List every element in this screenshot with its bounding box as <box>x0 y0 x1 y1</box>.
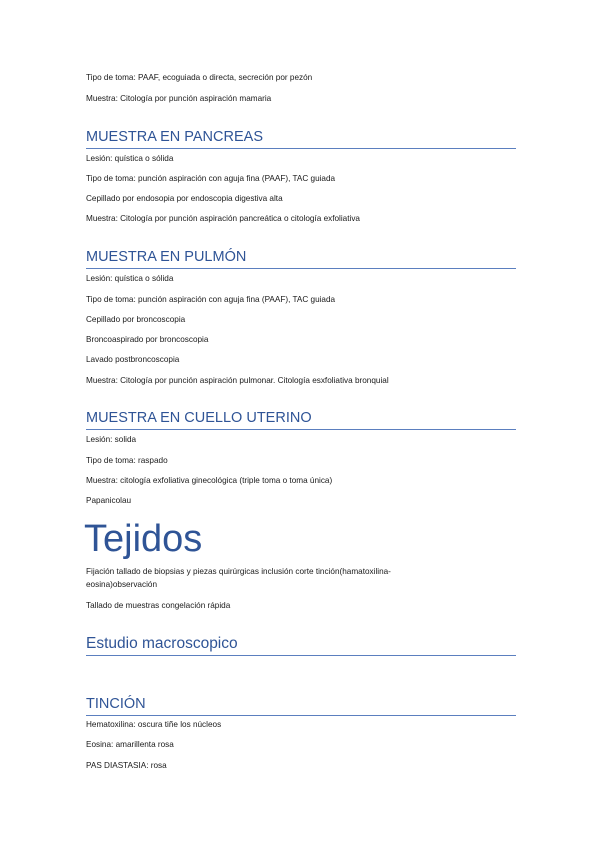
pulmon-line: Tipo de toma: punción aspiración con aguja fina (PAAF), TAC guiada <box>86 295 336 304</box>
tincion-line: PAS DIASTASIA: rosa <box>86 761 167 770</box>
pulmon-line: Lavado postbroncoscopia <box>86 355 180 364</box>
cuello-line: Lesión: solida <box>86 435 137 444</box>
intro-line: Tipo de toma: PAAF, ecoguiada o directa, secreción por pezón <box>86 73 313 82</box>
pancreas-line: Muestra: Citología por punción aspiración pancreática o citología exfoliativa <box>86 214 360 223</box>
heading-cuello-uterino: MUESTRA EN CUELLO UTERINO <box>86 409 516 430</box>
pulmon-line: Muestra: Citología por punción aspiración pulmonar. Citología esxfoliativa bronquial <box>86 376 389 385</box>
intro-line: Muestra: Citología por punción aspiración mamaria <box>86 94 272 103</box>
tejidos-line: Tallado de muestras congelación rápida <box>86 601 231 610</box>
tincion-line: Eosina: amarillenta rosa <box>86 740 174 749</box>
pulmon-line: Cepillado por broncoscopia <box>86 315 186 324</box>
pancreas-line: Tipo de toma: punción aspiración con aguja fina (PAAF), TAC guiada <box>86 174 336 183</box>
title-tejidos: Tejidos <box>84 518 203 560</box>
cuello-line: Papanicolau <box>86 496 132 505</box>
tejidos-line: Fijación tallado de biopsias y piezas quirúrgicas inclusión corte tinción(hamatoxilina-eosina)observación <box>86 567 391 589</box>
heading-tincion: TINCIÓN <box>86 695 516 716</box>
tincion-line: Hematoxilina: oscura tiñe los núcleos <box>86 720 222 729</box>
cuello-line: Muestra: citología exfoliativa ginecológica (triple toma o toma única) <box>86 476 333 485</box>
pulmon-line: Broncoaspirado por broncoscopia <box>86 335 209 344</box>
heading-pancreas: MUESTRA EN PANCREAS <box>86 128 516 149</box>
pancreas-line: Cepillado por endosopia por endoscopia digestiva alta <box>86 194 283 203</box>
cuello-line: Tipo de toma: raspado <box>86 456 168 465</box>
pancreas-line: Lesión: quística o sólida <box>86 154 174 163</box>
heading-estudio-macroscopico: Estudio macroscopico <box>86 635 516 656</box>
heading-pulmon: MUESTRA EN PULMÓN <box>86 248 516 269</box>
pulmon-line: Lesión: quística o sólida <box>86 274 174 283</box>
